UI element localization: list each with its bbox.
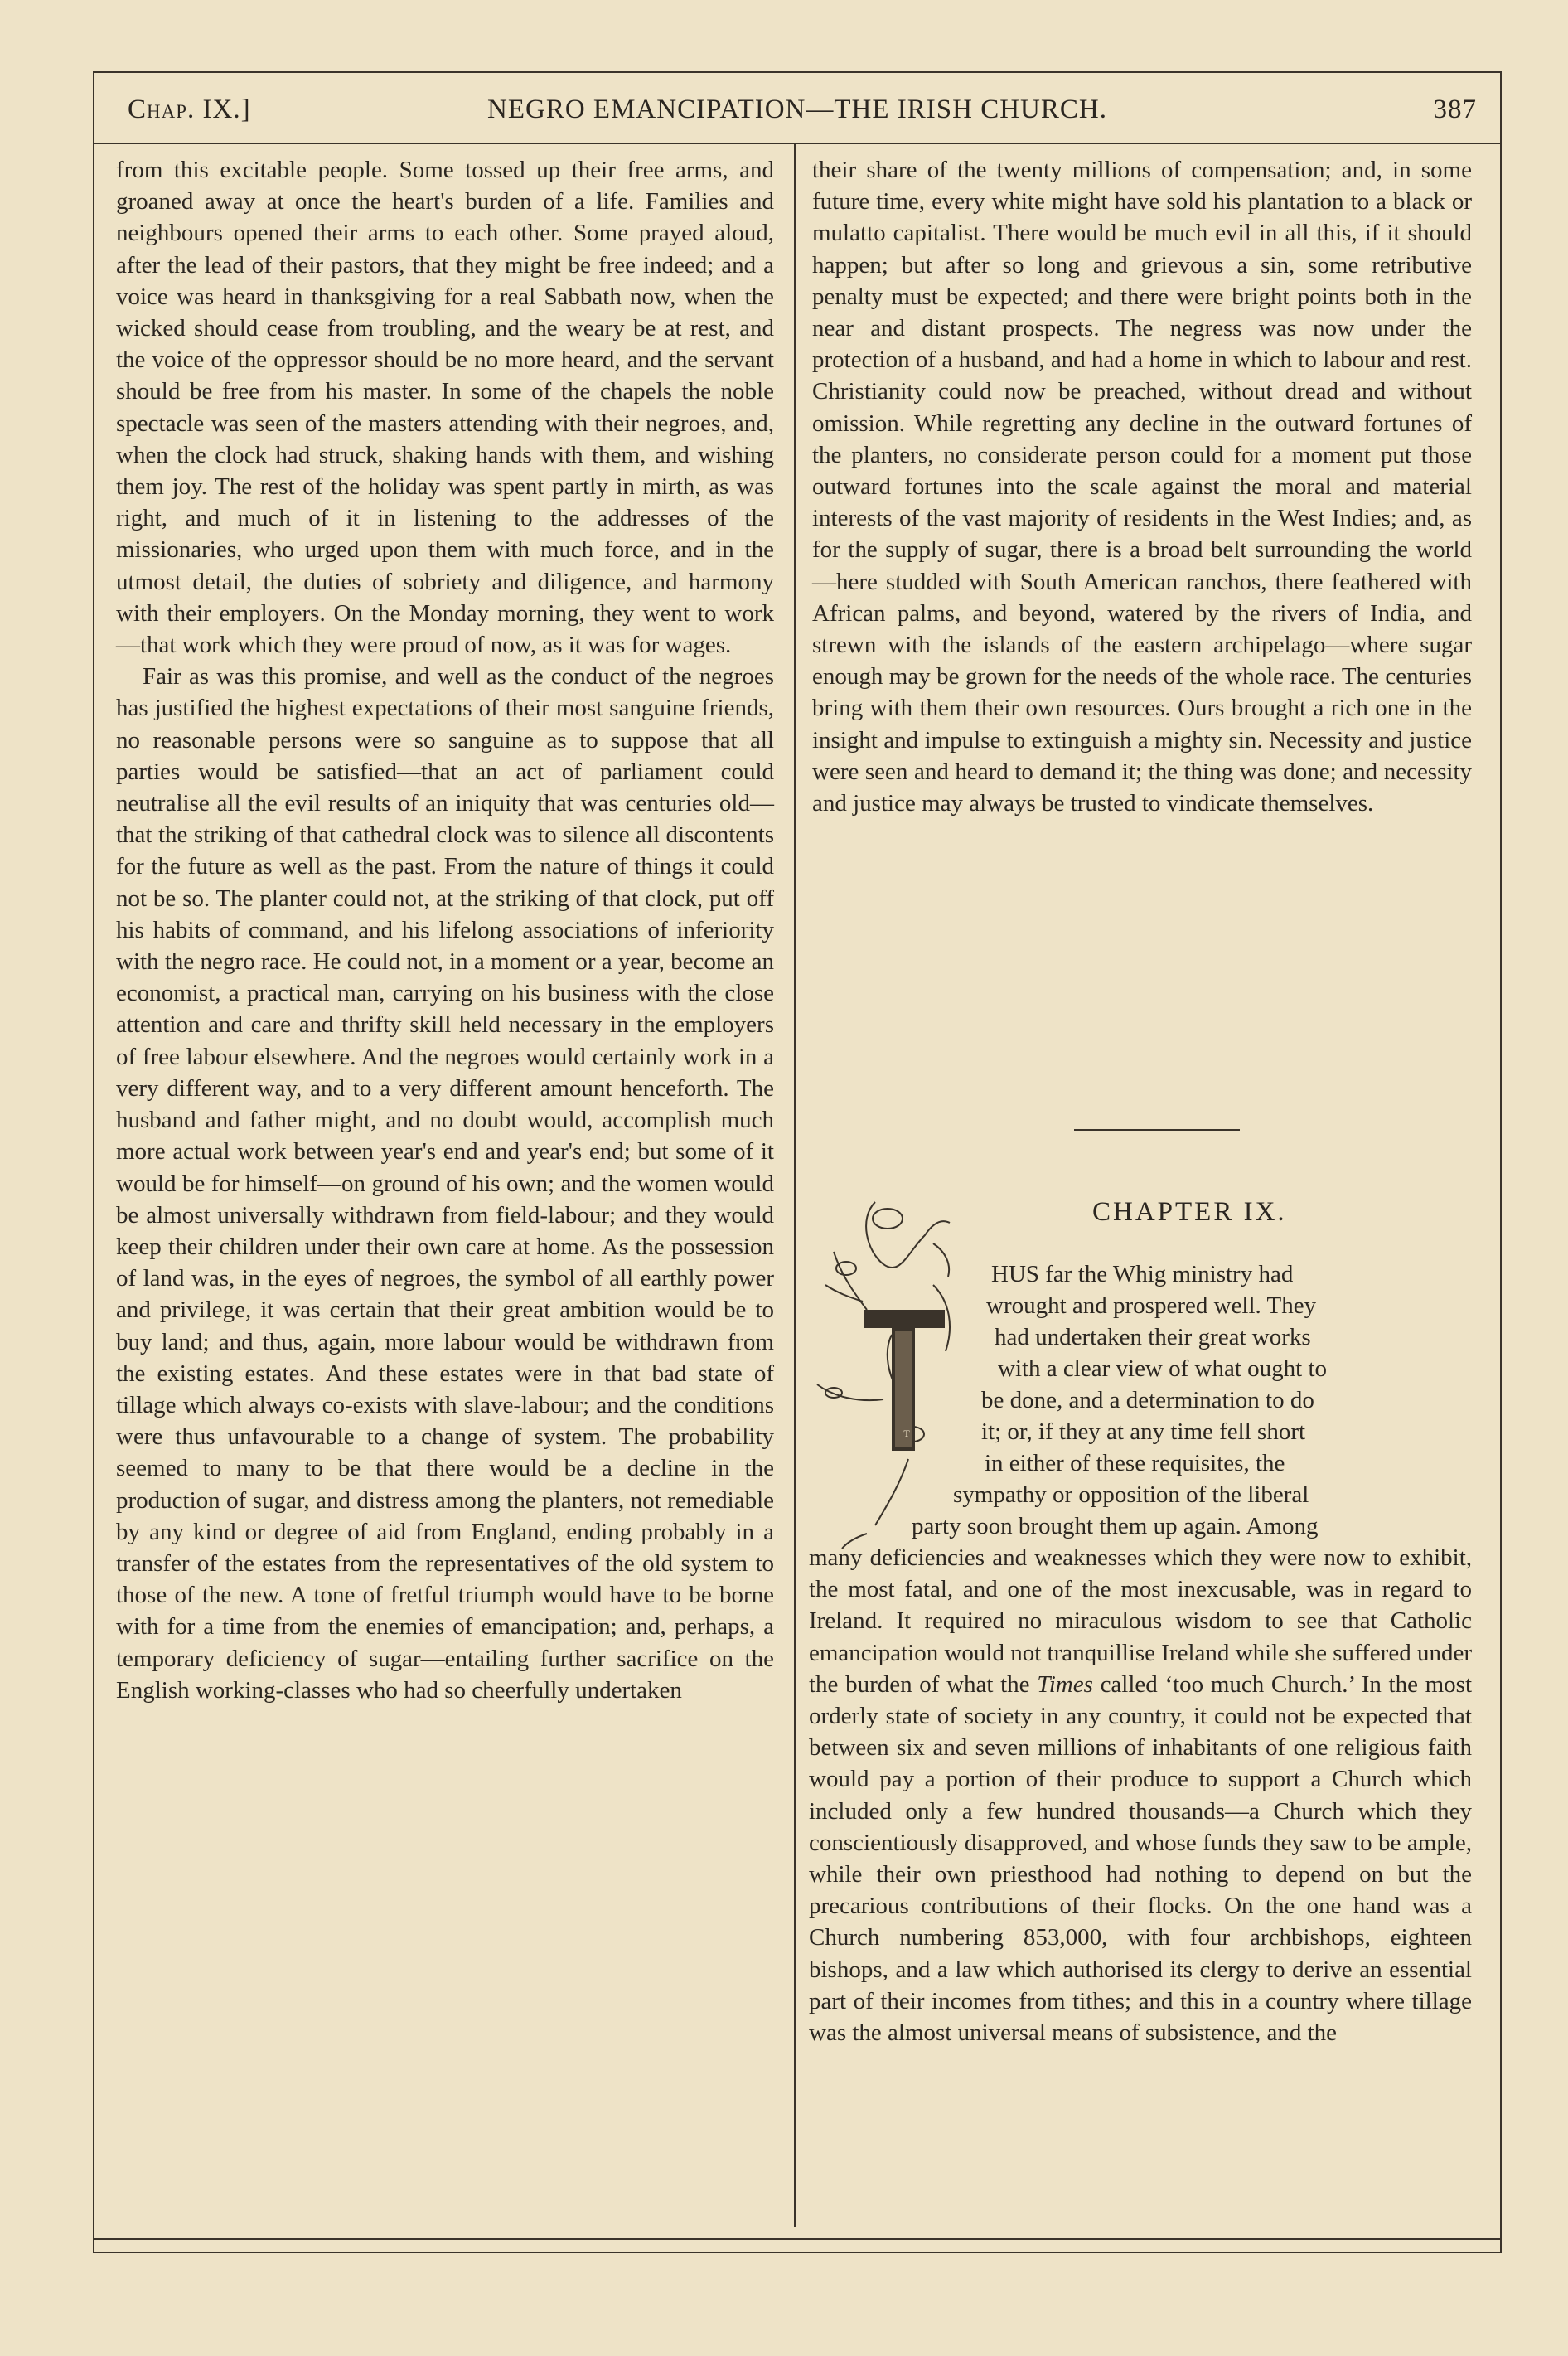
chapter-opening-lines-a bbox=[991, 1258, 1472, 1290]
running-title: NEGRO EMANCIPATION—THE IRISH CHURCH. bbox=[487, 95, 1107, 124]
drop-cap-letter: T bbox=[903, 1428, 910, 1439]
chapter-body-text: many deficiencies and weaknesses which they were now to exhibit, the most fatal, and one of the most inexcusable, was in regard to Ireland. It required no miraculous wisdom to see that Catholic emancipation would not tranquillise Ireland while she suffered under the burden of what the bbox=[809, 1544, 1472, 1698]
chapter-line-6: it; or, if they at any time fell short bbox=[981, 1418, 1306, 1445]
right-column bbox=[812, 154, 1472, 819]
chapter-opening-lines-e bbox=[981, 1384, 1472, 1416]
column-divider bbox=[794, 144, 796, 2227]
chapter-line-5: be done, and a determination to do bbox=[981, 1387, 1314, 1413]
chapter-line-8: sympathy or opposition of the liberal bbox=[953, 1481, 1309, 1508]
chapter-body-rest: called ‘too much Church.’ In the most orderly state of society in any country, it could not be expected that between six and seven millions of inhabitants of one religious faith would pay a portion of their produce to support a Church which included only a few hundred thousands—a Church which they conscientiously disapproved, and whose funds they saw to be ample, while their own priesthood had nothing to depend on but the precarious contributions of their flocks. On the one hand was a Church numbering 853,000, with four archbishops, eighteen bishops, and a law which authorised its clergy to derive an essential part of their incomes from tithes; and this in a country where tillage was the almost universal means of subsistence, and the bbox=[809, 1670, 1473, 2047]
chapter-opening-lines-c bbox=[995, 1321, 1472, 1353]
chapter-opening-lines-h bbox=[953, 1479, 1472, 1510]
chapter-opening-lines-g bbox=[985, 1447, 1472, 1479]
chapter-line-4: with a clear view of what ought to bbox=[998, 1355, 1328, 1382]
chapter-line-3: had undertaken their great works bbox=[995, 1324, 1311, 1350]
chapter-label: Chap. IX.] bbox=[128, 95, 251, 124]
chapter-heading: CHAPTER IX. bbox=[1092, 1197, 1287, 1227]
chapter-body bbox=[809, 1542, 1472, 2048]
right-paragraph-1: their share of the twenty millions of compensation; and, in some future time, every white might have sold his plantation to a black or mulatto capitalist. There would be much evil in all this, if it should happen; but after so long and grievous a sin, some retributive penalty must be expected; and there were bright points both in the near and distant prospects. The negress was now under the protection of a husband, and had a home in which to labour and rest. Christianity could now be preached, without dread and without omission. While regretting any decline in the outward fortunes of the planters, no considerate person could for a moment put those outward fortunes into the scale against the moral and material interests of the vast majority of residents in the West Indies; and, as for the supply of sugar, there is a broad belt surrounding the world—here studded with South American ranchos, there feathered with African palms, and beyond, watered by the rivers of India, and strewn with the islands of the eastern archipelago—where sugar enough may be grown for the needs of the whole race. The centuries bring with them their own resources. Ours brought a rich one in the insight and impulse to extinguish a mighty sin. Necessity and justice were seen and heard to demand it; the thing was done; and necessity and justice may always be trusted to vindicate themselves. bbox=[812, 157, 1472, 817]
chapter-line-2: wrought and prospered well. They bbox=[986, 1292, 1317, 1319]
running-header bbox=[93, 71, 1502, 144]
left-paragraph-2: Fair as was this promise, and well as the conduct of the negroes has justified the highest expectations of their most sanguine friends, no reasonable persons were so sanguine as to suppose that all parties would be satisfied—that an act of parliament could neutralise all the evil results of an iniquity that was centuries old—that the striking of that cathedral clock was to silence all discontents for the future as well as the past. From the nature of things it could not be so. The planter could not, at the striking of that clock, put off his habits of command, and his lifelong associations of inferiority with the negro race. He could not, in a moment or a year, become an economist, a practical man, carrying on his business with the close attention and care and thrifty skill held necessary in the employers of free labour elsewhere. And the negroes would certainly work in a very different way, and to a very different amount henceforth. The husband and father might, and no doubt would, accomplish much more actual work between year's end and year's end; but some of it would be for himself—on ground of his own; and the women would be almost universally withdrawn from field-labour; and they would keep their children under their own care at home. As the possession of land was, in the eyes of negroes, the symbol of all earthly power and privilege, it was certain that their great ambition would be to buy land; and thus, again, more labour would be withdrawn from the existing estates. And these estates were in that bad state of tillage which always co-exists with slave-labour; and the conditions were thus unfavourable to a change of system. The probability seemed to many to be that there would be a decline in the production of sugar, and distress among the planters, not remediable by any kind or degree of aid from England, ending probably in a transfer of the estates from the representatives of the old system to those of the new. A tone of fretful triumph would have to be borne with for a time from the enemies of emancipation; and, perhaps, a temporary deficiency of sugar—entailing further sacrifice on the English working-classes who had so cheerfully undertaken bbox=[116, 663, 774, 1704]
floral-drop-cap-icon bbox=[809, 1185, 966, 1550]
left-paragraph-1: from this excitable people. Some tossed up their free arms, and groaned away at once the heart's burden of a life. Families and neighbours opened their arms to each other. Some prayed aloud, after the lead of their pastors, that they might be free indeed; and a voice was heard in thanksgiving for a real Sabbath now, when the wicked should cease from troubling, and the weary be at rest, and the voice of the oppressor should be no more heard, and the servant should be free from his master. In some of the chapels the noble spectacle was seen of the masters attending with their negroes, and, when the clock had struck, shaking hands with them, and wishing them joy. The rest of the holiday was spent partly in mirth, as was right, and much of it in listening to the addresses of the missionaries, who urged upon them with much force, and in the utmost detail, the duties of sobriety and diligence, and harmony with their employers. On the Monday morning, they went to work—that work which they were proud of now, as it was for wages. bbox=[116, 157, 774, 659]
chapter-opening-lines-i bbox=[912, 1510, 1472, 1542]
chapter-line-7: in either of these requisites, the bbox=[985, 1450, 1285, 1476]
chapter-opening-lines-d bbox=[998, 1353, 1472, 1384]
chapter-line-1: HUS far the Whig ministry had bbox=[991, 1261, 1294, 1287]
bottom-rule bbox=[93, 2238, 1502, 2240]
chapter-opening-lines-b bbox=[986, 1290, 1472, 1321]
times-italic: Times bbox=[1037, 1670, 1093, 1698]
chapter-body-paragraph bbox=[809, 1542, 1472, 2048]
page-number: 387 bbox=[1433, 95, 1477, 124]
left-column bbox=[116, 154, 774, 1706]
section-divider bbox=[1074, 1129, 1240, 1131]
chapter-line-9: party soon brought them up again. Among bbox=[912, 1513, 1319, 1539]
chapter-opening-lines-f bbox=[981, 1416, 1472, 1447]
